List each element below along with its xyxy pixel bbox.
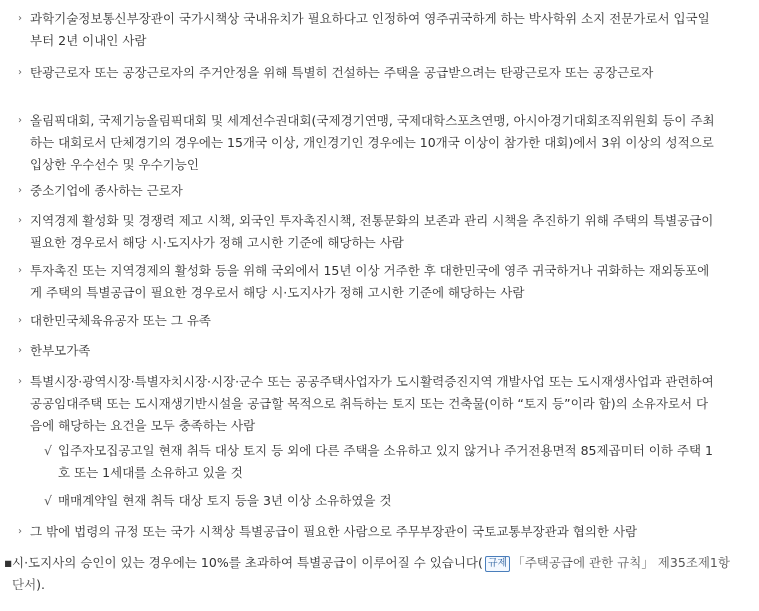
list-item — [18, 210, 718, 254]
list-item-text: 올림픽대회, 국제기능올림픽대회 및 세계선수권대회(국제경기연맹, 국제대학스포츠연맹, 아시아경기대회조직위원회 등이 주최하는 대회로서 단체경기의 경우에는 15개국 이상, 개인경기인 경우에는 10개국 이상이 참가한 대회)에서 3위 이상의 성적으로 입상한 우수선수 및 우수기능인 — [30, 113, 715, 172]
footnote-tail: ). — [36, 577, 46, 592]
bullet-icon: › — [18, 315, 22, 326]
list-item-text: 한부모가족 — [30, 343, 91, 358]
bullet-icon: › — [18, 215, 22, 226]
list-item — [18, 340, 718, 362]
list-item — [18, 180, 718, 202]
list-item — [18, 521, 718, 543]
list-item — [18, 8, 718, 52]
footnote-text — [4, 552, 739, 596]
list-item-text: 투자촉진 또는 지역경제의 활성화 등을 위해 국외에서 15년 이상 거주한 후 대한민국에 영주 귀국하거나 귀화하는 재외동포에게 주택의 특별공급이 필요한 경우로서 해당 시·도지사가 정해 고시한 기준에 해당하는 사람 — [30, 263, 710, 300]
list-item — [18, 371, 718, 437]
bullet-icon: › — [18, 376, 22, 387]
list-item-text: 대한민국체육유공자 또는 그 유족 — [30, 313, 211, 328]
bullet-icon: › — [18, 13, 22, 24]
bullet-icon: › — [18, 67, 22, 78]
list-item-text: 그 밖에 법령의 규정 또는 국가 시책상 특별공급이 필요한 사람으로 주무부장관이 국토교통부장관과 협의한 사람 — [30, 524, 638, 539]
list-item-text: 중소기업에 종사하는 근로자 — [30, 183, 183, 198]
list-item — [18, 62, 718, 84]
square-bullet-icon: ▪ — [4, 555, 13, 570]
sub-list-item-text: 입주자모집공고일 현재 취득 대상 토지 등 외에 다른 주택을 소유하고 있지 않거나 주거전용면적 85제곱미터 이하 주택 1호 또는 1세대를 소유하고 있을 것 — [58, 443, 713, 480]
bullet-icon: › — [18, 345, 22, 356]
list-item-text: 지역경제 활성화 및 경쟁력 제고 시책, 외국인 투자촉진시책, 전통문화의 보존과 관리 시책을 추진하기 위해 주택의 특별공급이 필요한 경우로서 해당 시·도지사가 정해 고시한 기준에 해당하는 사람 — [30, 213, 714, 250]
list-item-text: 특별시장·광역시장·특별자치시장·시장·군수 또는 공공주택사업자가 도시활력증진지역 개발사업 또는 도시재생사업과 관련하여 공공임대주택 또는 도시재생기반시설을 공급할 목적으로 취득하는 토지 또는 건축물(이하 “토지 등”이라 함)의 소유자로서 다음에 해당하는 요건을 모두 충족하는 사람 — [30, 374, 714, 433]
list-item-text: 과학기술정보통신부장관이 국가시책상 국내유치가 필요하다고 인정하여 영주귀국하게 하는 박사학위 소지 전문가로서 입국일부터 2년 이내인 사람 — [30, 11, 710, 48]
regulation-badge[interactable]: 규제 — [485, 556, 510, 572]
sub-list-item — [44, 490, 719, 512]
list-item — [18, 310, 718, 332]
bullet-icon: › — [18, 115, 22, 126]
list-item-text: 탄광근로자 또는 공장근로자의 주거안정을 위해 특별히 건설하는 주택을 공급받으려는 탄광근로자 또는 공장근로자 — [30, 65, 654, 80]
regulation-link[interactable]: 「주택공급에 관한 규칙」 제35조제1항 단서 — [12, 555, 730, 592]
check-icon: √ — [44, 443, 52, 458]
sub-list-item — [44, 440, 719, 484]
bullet-icon: › — [18, 265, 22, 276]
footnote — [4, 552, 739, 596]
check-icon: √ — [44, 493, 52, 508]
bullet-icon: › — [18, 526, 22, 537]
footnote-body: 시·도지사의 승인이 있는 경우에는 10%를 초과하여 특별공급이 이루어질 수 있습니다( — [12, 555, 483, 570]
list-item — [18, 260, 718, 304]
list-item — [18, 110, 718, 176]
sub-list-item-text: 매매계약일 현재 취득 대상 토지 등을 3년 이상 소유하였을 것 — [58, 493, 392, 508]
bullet-icon: › — [18, 185, 22, 196]
